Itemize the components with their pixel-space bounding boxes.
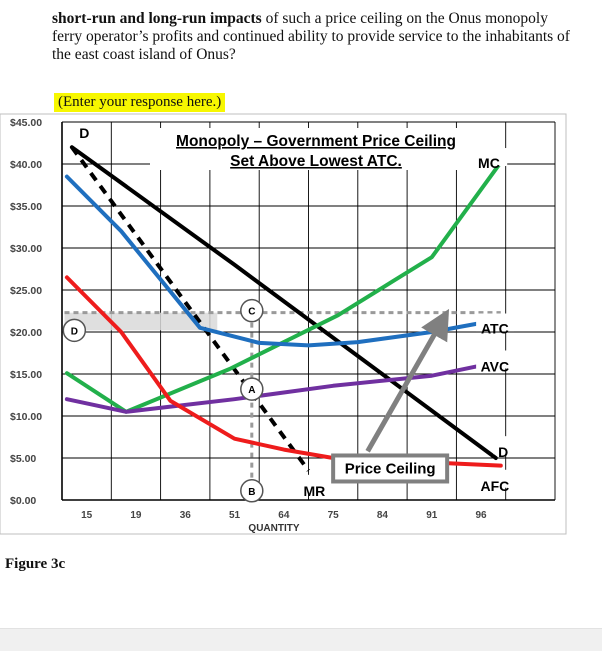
y-tick-label: $20.00: [10, 327, 43, 339]
y-tick-label: $30.00: [10, 243, 43, 255]
figure-caption: Figure 3c: [5, 556, 66, 572]
demand-top-label: D: [79, 124, 90, 141]
point-b-label: B: [248, 486, 256, 498]
x-tick-label: 91: [426, 510, 438, 521]
y-tick-label: $10.00: [10, 411, 43, 423]
price-ceiling-callout-label: Price Ceiling: [344, 460, 436, 478]
mr-label: MR: [303, 482, 326, 499]
chart-title-line2: Set Above Lowest ATC.: [230, 153, 402, 170]
y-tick-label: $5.00: [10, 453, 37, 465]
afc-label: AFC: [480, 477, 510, 494]
y-tick-label: $35.00: [10, 201, 43, 213]
bottom-toolbar: [0, 628, 602, 651]
y-tick-label: $25.00: [10, 285, 43, 297]
question-text-bold: short-run and long-run impacts: [52, 10, 262, 27]
x-axis-label: QUANTITY: [248, 523, 300, 534]
atc-label: ATC: [480, 320, 509, 337]
x-tick-label: 75: [327, 510, 339, 521]
point-d-label: D: [70, 326, 78, 338]
x-tick-label: 19: [130, 510, 142, 521]
chart-title-line1: Monopoly – Government Price Ceiling: [176, 133, 456, 150]
avc-label: AVC: [480, 358, 510, 375]
x-tick-label: 96: [475, 510, 487, 521]
price-ceiling-chart: [0, 112, 602, 542]
point-c-label: C: [248, 306, 256, 318]
point-a-label: A: [248, 385, 256, 397]
question-text-rest: of such a price ceiling on the Onus monopoly ferry operator’s profits and continued ability to provide service to the inhabitants of the east coast island of Onus?: [52, 10, 570, 63]
x-tick-label: 15: [81, 510, 93, 521]
response-field[interactable]: (Enter your response here.): [54, 93, 225, 112]
x-tick-label: 36: [179, 510, 191, 521]
y-tick-label: $15.00: [10, 369, 43, 381]
y-tick-label: $0.00: [10, 495, 37, 507]
mc-label: MC: [478, 155, 500, 172]
x-tick-label: 51: [228, 510, 241, 521]
x-tick-label: 64: [278, 510, 290, 521]
question-text: [52, 10, 572, 64]
x-tick-label: 84: [376, 510, 389, 521]
demand-end-label: D: [498, 444, 509, 461]
y-tick-label: $45.00: [10, 117, 43, 129]
y-tick-label: $40.00: [10, 159, 43, 171]
